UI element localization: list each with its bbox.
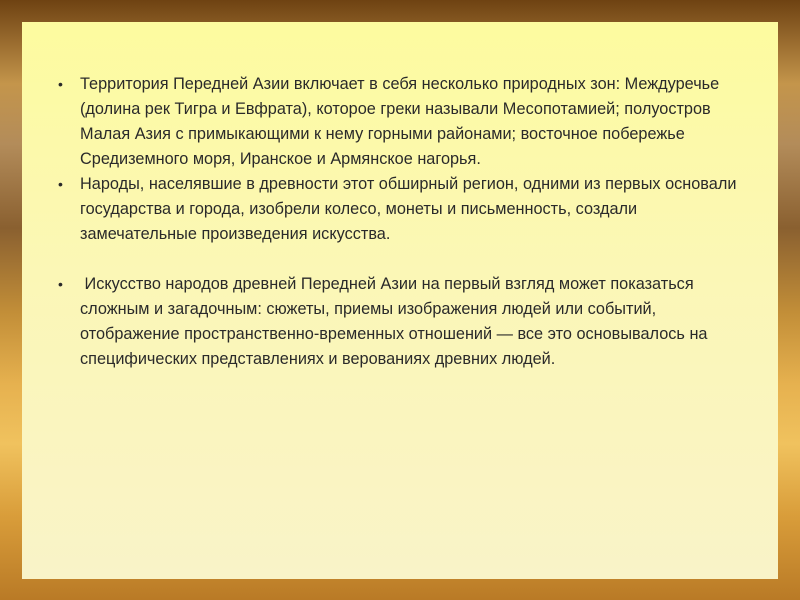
- bullet-dot-icon: •: [58, 76, 63, 92]
- bullet-dot-icon: •: [58, 176, 63, 192]
- bullet-text-art: Искусство народов древней Передней Азии на первый взгляд может показаться сложным и загадочным: сюжеты, приемы изображения людей или событий, отображение пространственно-временных отношений — все это основывалось на специфических представлениях и верованиях древних людей.: [80, 275, 713, 368]
- bullet-list: [56, 72, 738, 372]
- bullet-text-regions: Территория Передней Азии включает в себя несколько природных зон: Междуречье (долина рек Тигра и Евфрата), которое греки называли Месопотамией; полуостров Малая Азия с примыкающими к нему горными районами; восточное побережье Средиземного моря, Иранское и Армянское нагорья.: [80, 75, 720, 168]
- bullet-item-art: [56, 272, 738, 372]
- slide-content-panel: [22, 22, 778, 579]
- bullet-dot-icon: •: [58, 276, 63, 292]
- bullet-text-peoples: Народы, населявшие в древности этот обширный регион, одними из первых основали государства и города, изобрели колесо, монеты и письменность, создали замечательные произведения искусства.: [80, 175, 737, 243]
- bullet-item-peoples: [56, 172, 738, 247]
- bullet-item-regions: [56, 72, 738, 172]
